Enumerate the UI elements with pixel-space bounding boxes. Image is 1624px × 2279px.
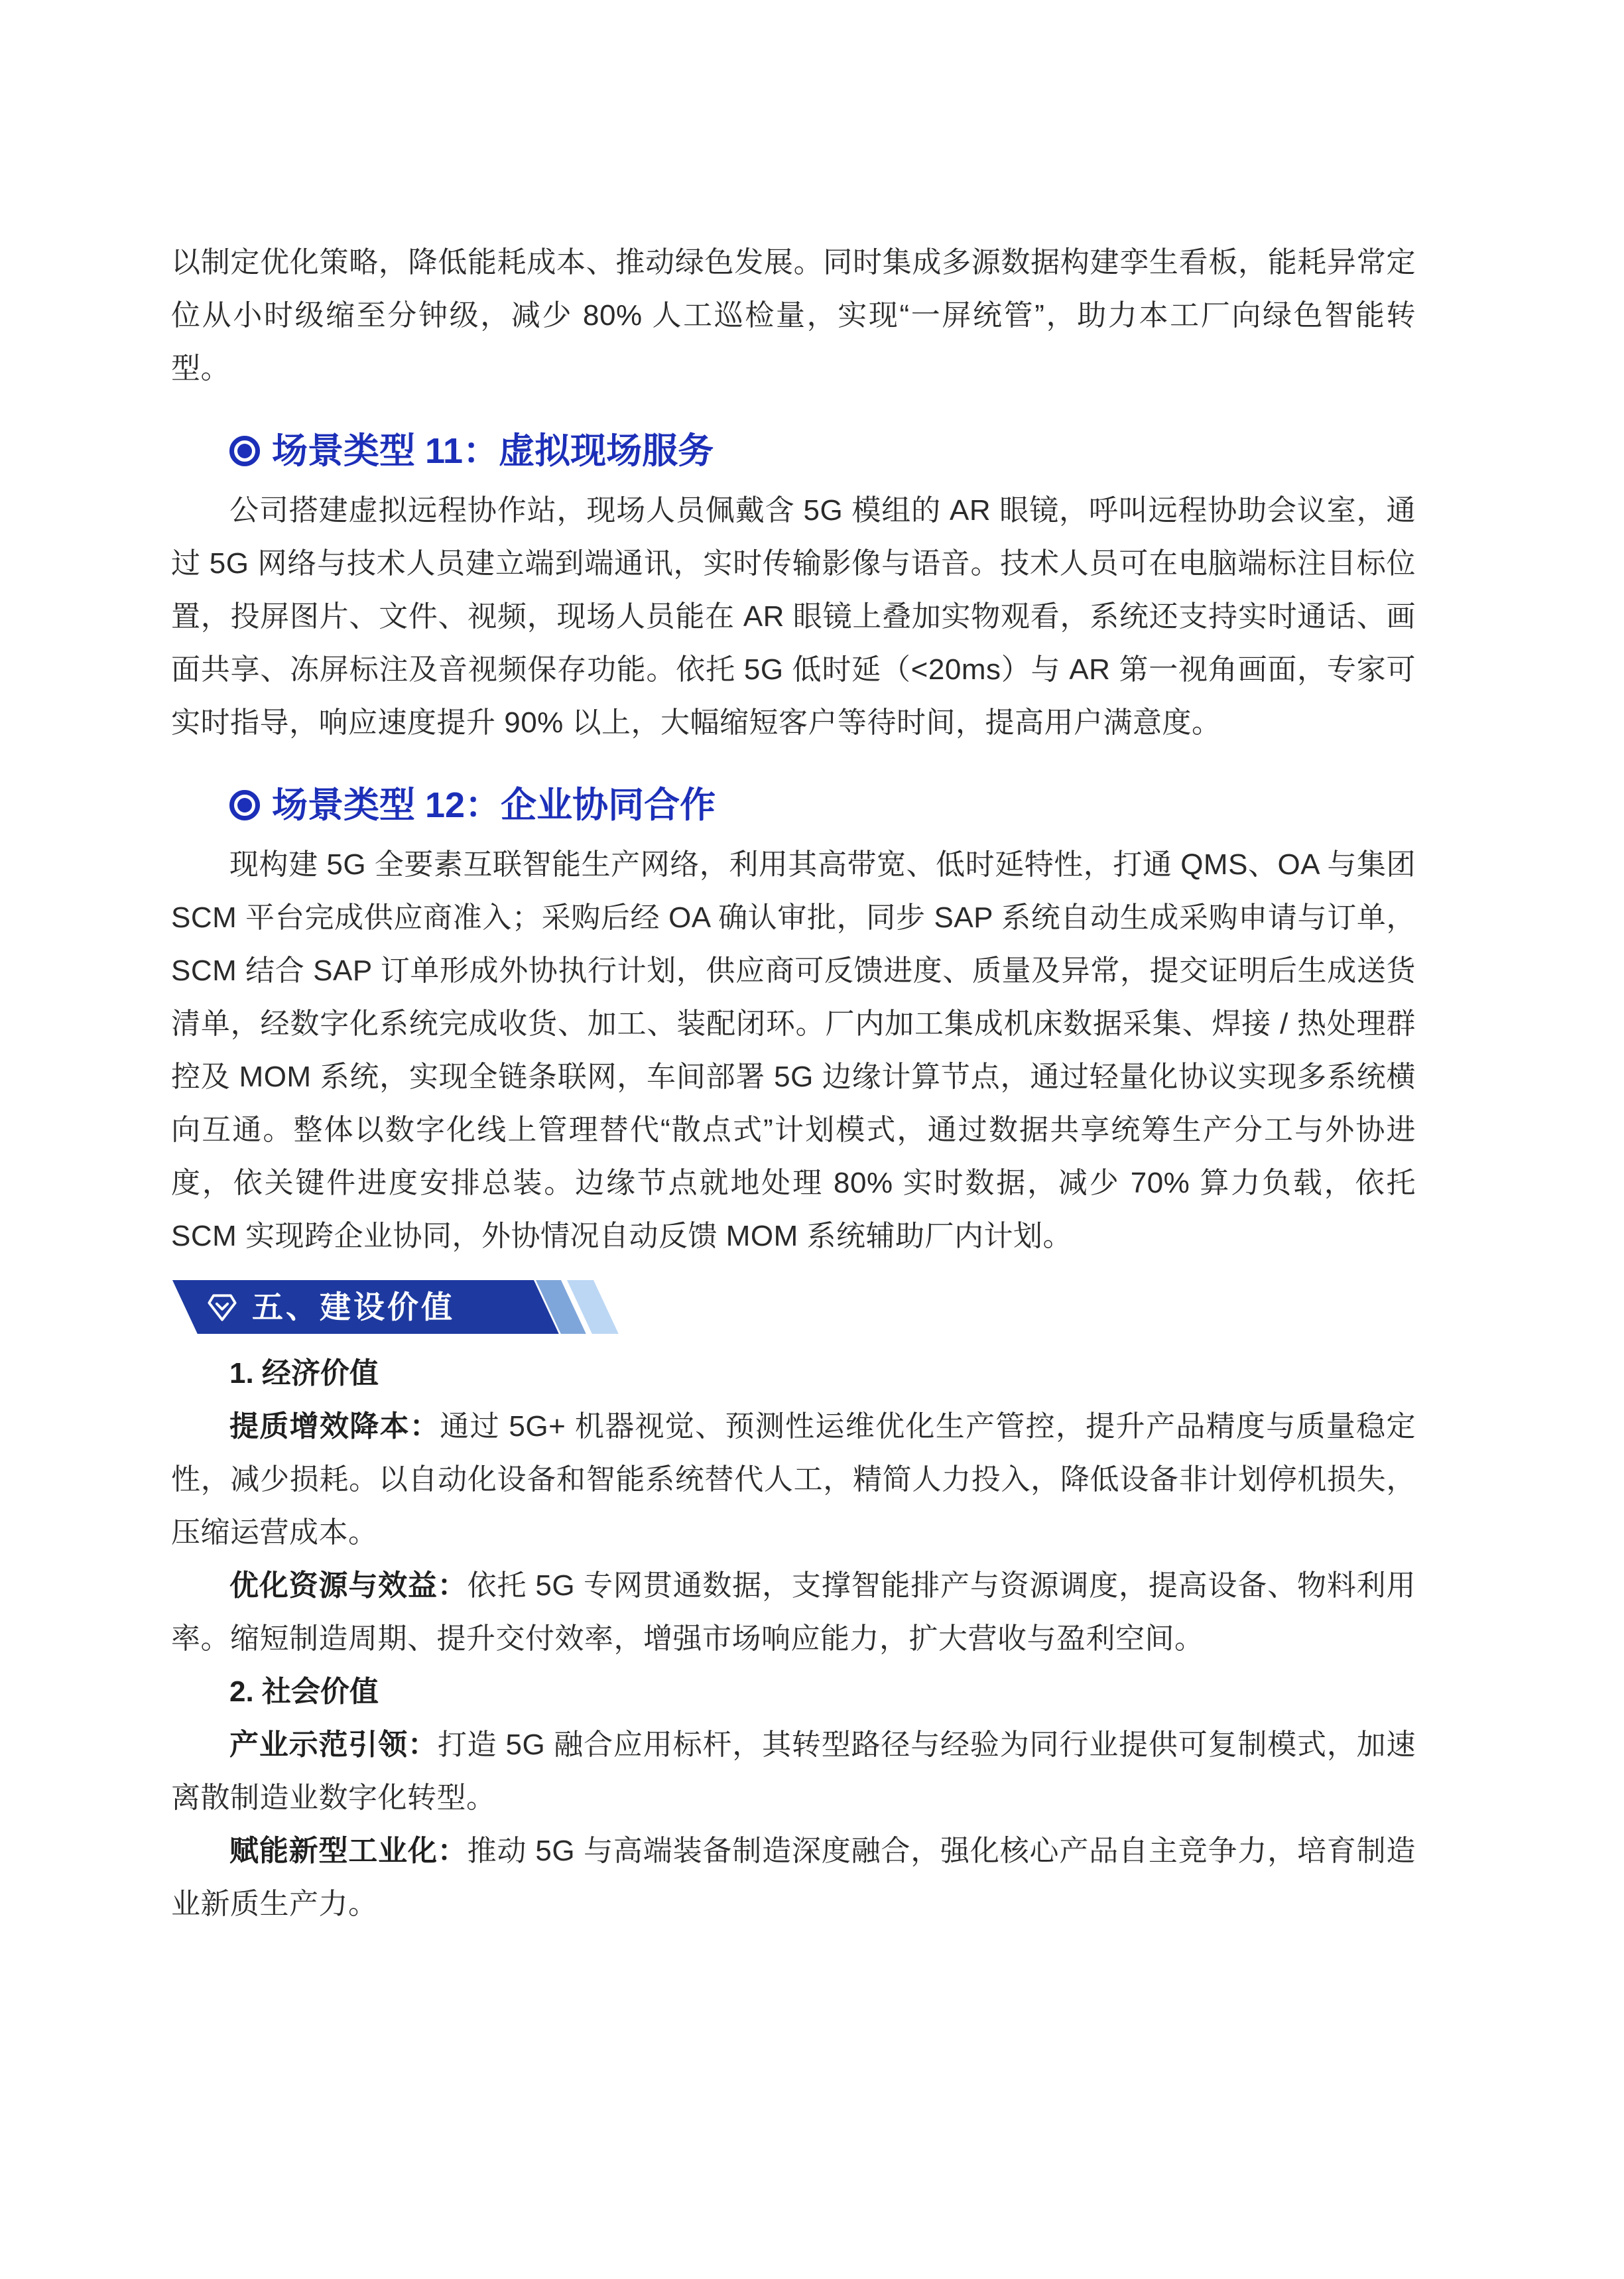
subheading-social-value: 2. 社会价值 [229,1675,379,1708]
scene-heading-11-label: 场景类型 11：虚拟现场服务 [272,431,714,471]
bullseye-icon [229,436,260,466]
scene-heading-11 [171,424,1416,478]
section-banner [171,1280,1416,1334]
paragraph-scene-12: 现构建 5G 全要素互联智能生产网络，利用其高带宽、低时延特性，打通 QMS、OA 与集团 SCM 平台完成供应商准入；采购后经 OA 确认审批，同步 SAP 系统自动生成采购申请与订单，SCM 结合 SAP 订单形成外协执行计划，供应商可反馈进度、质量及异常，提交证明后生成送货清单，经数字化系统完成收货、加工、装配闭环。厂内加工集成机床数据采集、焊接 / 热处理群控及 MOM 系统，实现全链条联网，车间部署 5G 边缘计算节点，通过轻量化协议实现多系统横向互通。整体以数字化线上管理替代“散点式”计划模式，通过数据共享统筹生产分工与外协进度，依关键件进度安排总装。边缘节点就地处理 80% 实时数据，减少 70% 算力负载，依托 SCM 实现跨企业协同，外协情况自动反馈 MOM 系统辅助厂内计划。 [171,848,1416,1252]
banner-content [207,1280,455,1334]
lead-text: 依托 5G 专网贯通数据，支撑智能排产与资源调度，提高设备、物料利用率。缩短制造周期、提升交付效率，增强市场响应能力，扩大营收与盈利空间。 [171,1569,1416,1655]
paragraph-econ-item-2 [171,1559,1416,1665]
lead-label: 优化资源与效益： [229,1569,468,1602]
lead-text: 打造 5G 融合应用标杆，其转型路径与经验为同行业提供可复制模式，加速离散制造业数字化转型。 [171,1728,1416,1814]
subheading-economic-value: 1. 经济价值 [229,1357,379,1390]
scene-heading-12 [171,779,1416,832]
paragraph-social-item-2 [171,1825,1416,1931]
lead-label: 提质增效降本： [229,1410,440,1443]
paragraph-social-item-1 [171,1719,1416,1825]
scene-heading-12-label: 场景类型 12：企业协同合作 [272,785,716,825]
bullseye-icon [229,790,260,820]
lead-label: 产业示范引领： [229,1728,438,1761]
paragraph-econ-item-1 [171,1400,1416,1559]
paragraph-scene-11: 公司搭建虚拟远程协作站，现场人员佩戴含 5G 模组的 AR 眼镜，呼叫远程协助会议室，通过 5G 网络与技术人员建立端到端通讯，实时传输影像与语音。技术人员可在电脑端标注目标位置，投屏图片、文件、视频，现场人员能在 AR 眼镜上叠加实物观看，系统还支持实时通话、画面共享、冻屏标注及音视频保存功能。依托 5G 低时延（<20ms）与 AR 第一视角画面，专家可实时指导，响应速度提升 90% 以上，大幅缩短客户等待时间，提高用户满意度。 [171,494,1416,739]
lead-text: 通过 5G+ 机器视觉、预测性运维优化生产管控，提升产品精度与质量稳定性，减少损耗。以自动化设备和智能系统替代人工，精简人力投入，降低设备非计划停机损失，压缩运营成本。 [171,1410,1416,1549]
paragraph-energy-carryover: 以制定优化策略，降低能耗成本、推动绿色发展。同时集成多源数据构建孪生看板，能耗异常定位从小时级缩至分钟级，减少 80% 人工巡检量，实现“一屏统管”，助力本工厂向绿色智能转型。 [171,246,1416,385]
banner-title: 五、建设价值 [252,1289,455,1325]
lead-text: 推动 5G 与高端装备制造深度融合，强化核心产品自主竞争力，培育制造业新质生产力。 [171,1835,1416,1920]
lead-label: 赋能新型工业化： [229,1835,468,1867]
badge-check-icon [207,1292,237,1323]
